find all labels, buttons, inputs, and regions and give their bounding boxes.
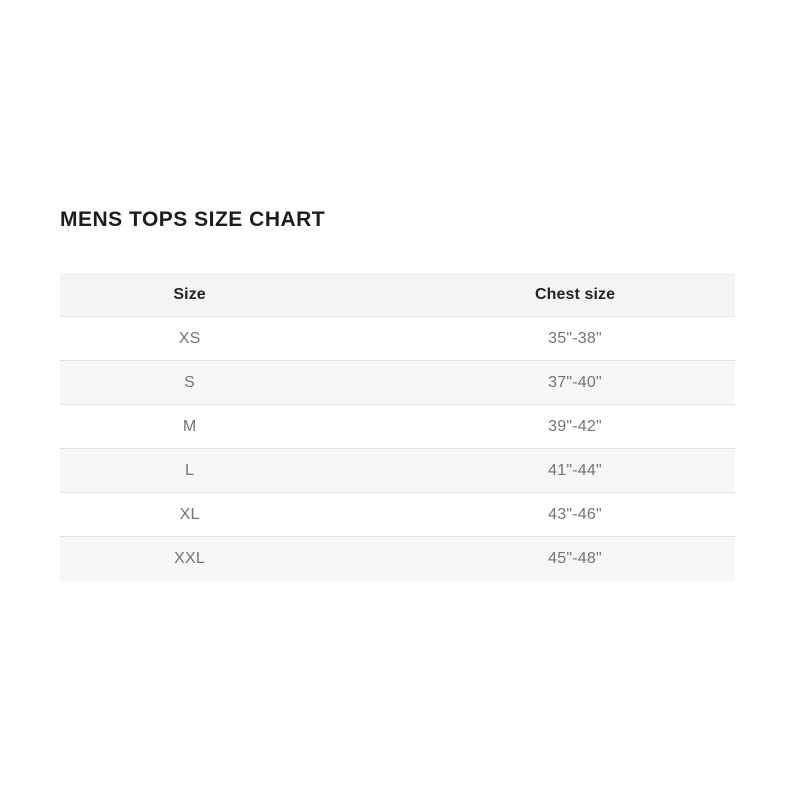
table-row [60,361,735,405]
size-cell: XXL [174,550,206,567]
size-cell: S [184,373,196,391]
size-cell: XL [179,505,200,523]
chest-size-cell: 43"-46" [548,505,602,523]
size-cell: XS [178,329,201,347]
size-cell: L [185,461,195,479]
chest-size-cell: 39"-42" [548,417,602,435]
chest-size-cell: 45"-48" [548,550,602,567]
table-row [60,449,735,493]
column-header-size: Size [173,285,206,303]
page-title: MENS TOPS SIZE CHART [60,208,326,231]
chest-size-cell: 37"-40" [548,373,602,391]
size-cell: M [182,417,197,435]
table-row [60,405,735,449]
chest-size-cell: 41"-44" [548,461,602,479]
table-header-row [60,273,735,317]
column-header-chest-size: Chest size [534,285,616,303]
size-chart-table [60,273,735,581]
table-row [60,317,735,361]
table-row [60,537,735,581]
chest-size-cell: 35"-38" [548,329,602,347]
table-row [60,493,735,537]
